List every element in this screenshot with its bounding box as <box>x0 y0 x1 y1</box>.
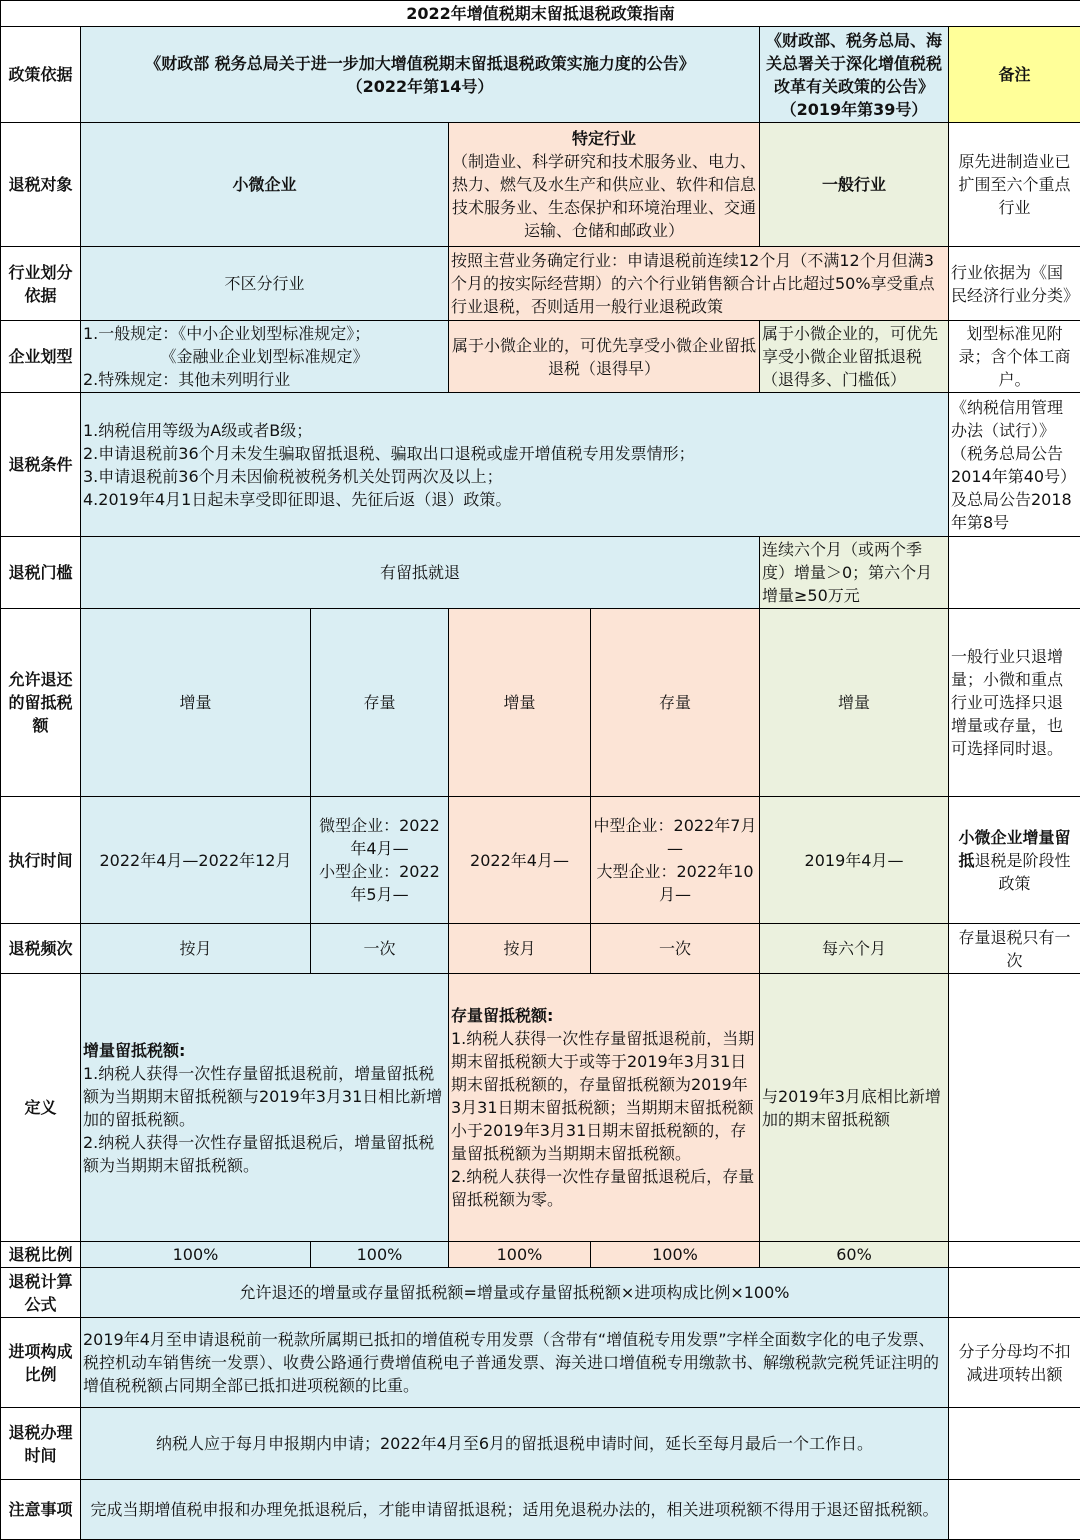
frequency-c3: 按月 <box>449 924 591 974</box>
row-label-input-ratio: 进项构成比例 <box>1 1318 81 1408</box>
allowed-c1: 增量 <box>81 609 311 797</box>
allowed-c5: 增量 <box>760 609 949 797</box>
allowed-c3: 增量 <box>449 609 591 797</box>
definition-stock <box>449 974 760 1242</box>
allowed-c4: 存量 <box>591 609 760 797</box>
ratio-c1: 100% <box>81 1242 311 1268</box>
time-c2 <box>311 797 449 924</box>
target-special <box>449 123 760 247</box>
row-label-threshold: 退税门槛 <box>1 537 81 609</box>
formula-note <box>949 1268 1080 1318</box>
condition-item: 4.2019年4月1日起未享受即征即退、先征后返（退）政策。 <box>83 488 946 511</box>
row-label-target: 退税对象 <box>1 123 81 247</box>
basis-main: 《财政部 税务总局关于进一步加大增值税期末留抵退税政策实施力度的公告》（2022年第14号） <box>81 27 760 123</box>
notice-main: 完成当期增值税申报和办理免抵退税后，才能申请留抵退税；适用免退税办法的，相关进项税额不得用于退还留抵税额。 <box>81 1480 949 1540</box>
ratio-c4: 100% <box>591 1242 760 1268</box>
definition-increment-title: 增量留抵税额: <box>83 1039 446 1062</box>
notice-note <box>949 1480 1080 1540</box>
row-label-notice: 注意事项 <box>1 1480 81 1540</box>
row-label-size: 企业划型 <box>1 321 81 393</box>
input-ratio-note: 分子分母均不扣减进项转出额 <box>949 1318 1080 1408</box>
target-special-title: 特定行业 <box>451 127 757 150</box>
ratio-note <box>949 1242 1080 1268</box>
conditions-note: 《纳税信用管理办法（试行）》（税务总局公告2014年第40号）及总局公告2018年第8号 <box>949 393 1080 537</box>
time-c5: 2019年4月— <box>760 797 949 924</box>
time-c1: 2022年4月—2022年12月 <box>81 797 311 924</box>
condition-item: 3.申请退税前36个月未因偷税被税务机关处罚两次及以上； <box>83 465 946 488</box>
size-special: 属于小微企业的，可优先享受小微企业留抵退税（退得早） <box>449 321 760 393</box>
condition-item: 2.申请退税前36个月未发生骗取留抵退税、骗取出口退税或虚开增值税专用发票情形； <box>83 442 946 465</box>
row-label-apply-time: 退税办理时间 <box>1 1408 81 1480</box>
ratio-c2: 100% <box>311 1242 449 1268</box>
time-note-rest: 退税是阶段性政策 <box>975 851 1071 893</box>
size-small <box>81 321 449 393</box>
row-label-time: 执行时间 <box>1 797 81 924</box>
target-small: 小微企业 <box>81 123 449 247</box>
size-small-line2: 《金融业企业划型标准规定》 <box>83 345 446 368</box>
frequency-c1: 按月 <box>81 924 311 974</box>
time-c4 <box>591 797 760 924</box>
industry-special: 按照主营业务确定行业：申请退税前连续12个月（不满12个月但满3个月的按实际经营期）的六个行业销售额合计占比超过50%享受重点行业退税，否则适用一般行业退税政策 <box>449 247 949 321</box>
definition-increment-item: 1.纳税人获得一次性存量留抵退税前，增量留抵税额为当期期末留抵税额与2019年3月31日相比新增加的留抵税额。 <box>83 1062 446 1131</box>
time-c2-micro: 微型企业：2022年4月— <box>313 814 446 860</box>
basis-general: 《财政部、税务总局、海关总署关于深化增值税税改革有关政策的公告》（2019年第39号） <box>760 27 949 123</box>
row-label-ratio: 退税比例 <box>1 1242 81 1268</box>
frequency-c2: 一次 <box>311 924 449 974</box>
allowed-note: 一般行业只退增量；小微和重点行业可选择只退增量或存量，也可选择同时退。 <box>949 609 1080 797</box>
time-c4-large: 大型企业：2022年10月— <box>593 860 757 906</box>
frequency-c4: 一次 <box>591 924 760 974</box>
basis-note-header: 备注 <box>949 27 1080 123</box>
size-general: 属于小微企业的，可优先享受小微企业留抵退税（退得多、门槛低） <box>760 321 949 393</box>
formula-main: 允许退还的增量或存量留抵税额=增量或存量留抵税额×进项构成比例×100% <box>81 1268 949 1318</box>
apply-time-main: 纳税人应于每月申报期内申请；2022年4月至6月的留抵退税申请时间，延长至每月最后一个工作日。 <box>81 1408 949 1480</box>
ratio-c3: 100% <box>449 1242 591 1268</box>
target-special-desc: （制造业、科学研究和技术服务业、电力、热力、燃气及水生产和供应业、软件和信息技术服务业、生态保护和环境治理业、交通运输、仓储和邮政业） <box>451 150 757 242</box>
threshold-note <box>949 537 1080 609</box>
industry-small: 不区分行业 <box>81 247 449 321</box>
time-note <box>949 797 1080 924</box>
row-label-basis: 政策依据 <box>1 27 81 123</box>
time-c3: 2022年4月— <box>449 797 591 924</box>
ratio-c5: 60% <box>760 1242 949 1268</box>
apply-time-note <box>949 1408 1080 1480</box>
size-small-line3: 2.特殊规定：其他未列明行业 <box>83 368 446 391</box>
threshold-main: 有留抵就退 <box>81 537 760 609</box>
definition-general: 与2019年3月底相比新增加的期末留抵税额 <box>760 974 949 1242</box>
page-title: 2022年增值税期末留抵退税政策指南 <box>1 1 1080 27</box>
threshold-general: 连续六个月（或两个季度）增量＞0；第六个月增量≥50万元 <box>760 537 949 609</box>
row-label-frequency: 退税频次 <box>1 924 81 974</box>
target-note: 原先进制造业已扩围至六个重点行业 <box>949 123 1080 247</box>
condition-item: 1.纳税信用等级为A级或者B级； <box>83 419 946 442</box>
input-ratio-main: 2019年4月至申请退税前一税款所属期已抵扣的增值税专用发票（含带有“增值税专用发票”字样全面数字化的电子发票、税控机动车销售统一发票）、收费公路通行费增值税电子普通发票、海关进口增值税专用缴款书、解缴税款完税凭证注明的增值税税额占同期全部已抵扣进项税额的比重。 <box>81 1318 949 1408</box>
row-label-allowed: 允许退还的留抵税额 <box>1 609 81 797</box>
definition-stock-item: 2.纳税人获得一次性存量留抵退税后，存量留抵税额为零。 <box>451 1165 757 1211</box>
industry-note: 行业依据为《国民经济行业分类》 <box>949 247 1080 321</box>
row-label-conditions: 退税条件 <box>1 393 81 537</box>
frequency-note: 存量退税只有一次 <box>949 924 1080 974</box>
row-label-formula: 退税计算公式 <box>1 1268 81 1318</box>
definition-increment <box>81 974 449 1242</box>
definition-increment-item: 2.纳税人获得一次性存量留抵退税后，增量留抵税额为当期期末留抵税额。 <box>83 1131 446 1177</box>
definition-note <box>949 974 1080 1242</box>
definition-stock-item: 1.纳税人获得一次性存量留抵退税前，当期期末留抵税额大于或等于2019年3月31日期末留抵税额的，存量留抵税额为2019年3月31日期末留抵税额；当期期末留抵税额小于2019年3月31日期末留抵税额的，存量留抵税额为当期期末留抵税额。 <box>451 1027 757 1165</box>
size-note: 划型标准见附录；含个体工商户。 <box>949 321 1080 393</box>
size-small-line1: 1.一般规定：《中小企业划型标准规定》； <box>83 322 446 345</box>
frequency-c5: 每六个月 <box>760 924 949 974</box>
target-general: 一般行业 <box>760 123 949 247</box>
time-note-bold: 小微企业增量留抵 <box>958 828 1070 870</box>
row-label-definition: 定义 <box>1 974 81 1242</box>
time-c4-medium: 中型企业：2022年7月— <box>593 814 757 860</box>
conditions-list <box>81 393 949 537</box>
allowed-c2: 存量 <box>311 609 449 797</box>
definition-stock-title: 存量留抵税额: <box>451 1004 757 1027</box>
row-label-industry: 行业划分依据 <box>1 247 81 321</box>
time-c2-small: 小型企业：2022年5月— <box>313 860 446 906</box>
